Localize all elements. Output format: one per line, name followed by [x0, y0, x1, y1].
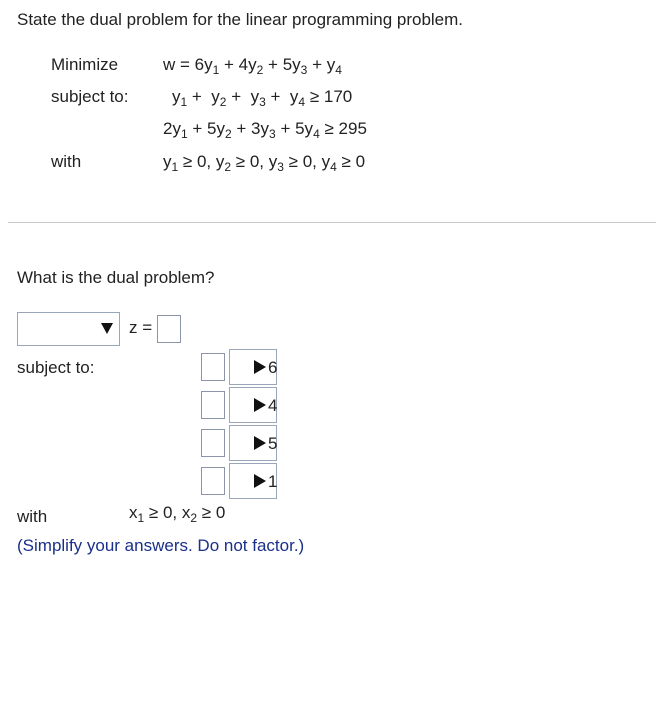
primal-constraint-1: $y_1 + y_2 + y_3 + y_4 \ge 170$ [172, 87, 353, 109]
primal-constraint-1-rhs: ≥ 170 [309, 87, 353, 106]
dual-with-label: with [17, 507, 48, 526]
constraint-2-input[interactable] [201, 391, 225, 419]
constraint-4-input[interactable] [201, 467, 225, 495]
primal-nonnegativity: $y_1 \ge 0$, $y_2 \ge 0$, $y_3 \ge 0$, $y_4 \ge 0$ [163, 152, 366, 174]
instruction-text: State the dual problem for the linear programming problem. [17, 10, 464, 29]
constraint-1-input[interactable] [201, 353, 225, 381]
dropdown-arrow-icon [254, 398, 266, 412]
z-label: z = [129, 318, 153, 337]
minimize-label: Minimize [51, 55, 119, 74]
constraint-4-rhs: 1 [268, 472, 278, 491]
constraint-1-inequality-select[interactable] [229, 349, 277, 385]
dropdown-arrow-icon [254, 436, 266, 450]
constraint-3-rhs: 5 [268, 434, 278, 453]
dual-nonnegativity: $x_1 \ge 0$, $x_2 \ge 0$ [129, 503, 226, 525]
objective-type-select[interactable] [17, 312, 120, 346]
constraint-3-input[interactable] [201, 429, 225, 457]
dropdown-arrow-icon [101, 323, 113, 334]
constraint-1-rhs: 6 [268, 358, 278, 377]
primal-constraint-2: $2y_1 + 5y_2 + 3y_3 + 5y_4 \ge 295$ [163, 119, 367, 141]
dropdown-arrow-icon [254, 360, 266, 374]
constraint-3-inequality-select[interactable] [229, 425, 277, 461]
subject-to-label: subject to: [51, 87, 129, 106]
constraint-2-rhs: 4 [268, 396, 278, 415]
section-divider [8, 222, 656, 223]
primal-constraint-2-rhs: ≥ 295 [324, 119, 367, 138]
with-label: with [51, 152, 82, 171]
constraint-2-inequality-select[interactable] [229, 387, 277, 423]
objective-input[interactable] [157, 315, 181, 343]
dual-subject-to-label: subject to: [17, 358, 95, 377]
constraint-4-inequality-select[interactable] [229, 463, 277, 499]
primal-objective: $w = 6y_1 + 4y_2 + 5y_3 + y_4$ [163, 55, 342, 77]
dual-prompt: What is the dual problem? [17, 268, 215, 287]
simplify-hint: (Simplify your answers. Do not factor.) [17, 536, 305, 555]
dropdown-arrow-icon [254, 474, 266, 488]
